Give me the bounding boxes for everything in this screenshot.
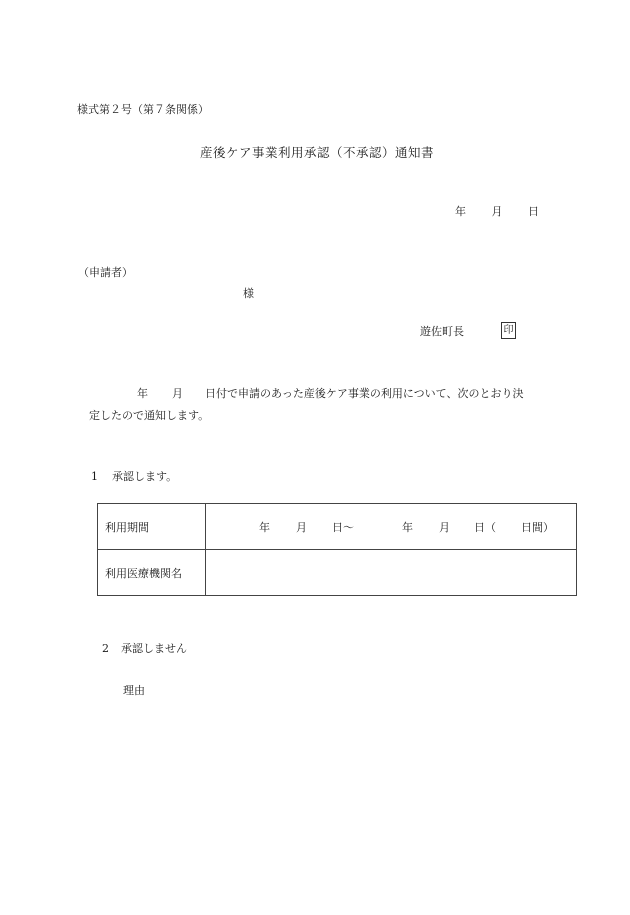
period-label: 利用期間 <box>98 504 206 550</box>
body-text-line-2: 定したので通知します。 <box>89 409 210 422</box>
table-row-period <box>98 504 577 550</box>
body-text-line-1 <box>137 385 523 401</box>
usage-details-table <box>97 503 577 596</box>
reason-label: 理由 <box>123 684 145 697</box>
not-approved-item <box>102 640 187 656</box>
approved-label: 承認します。 <box>112 470 178 483</box>
period-start-month: 月 <box>296 521 307 534</box>
body-month: 月 <box>172 387 183 400</box>
period-days: 日間） <box>521 521 554 534</box>
body-year: 年 <box>137 387 148 400</box>
form-number: 様式第２号（第７条関係） <box>77 103 209 116</box>
period-end-year: 年 <box>402 521 413 534</box>
body-text-rest: 日付で申請のあった産後ケア事業の利用について、次のとおり決 <box>205 387 524 400</box>
not-approved-number: 2 <box>102 642 109 655</box>
approved-item <box>91 468 177 484</box>
institution-value-field[interactable] <box>206 550 577 596</box>
not-approved-label: 承認しません <box>121 642 187 655</box>
date-month: 月 <box>491 205 503 218</box>
document-title: 産後ケア事業利用承認（不承認）通知書 <box>200 145 435 160</box>
applicant-label: （申請者） <box>78 266 133 279</box>
seal-stamp-box: 印 <box>501 322 516 339</box>
institution-label: 利用医療機関名 <box>98 550 206 596</box>
period-end-month: 月 <box>439 521 450 534</box>
period-value-field[interactable] <box>206 504 577 550</box>
issuer-name: 遊佐町長 <box>420 325 464 338</box>
applicant-honorific: 様 <box>243 287 254 300</box>
issue-date <box>455 203 539 219</box>
date-year: 年 <box>455 205 466 218</box>
period-start-year: 年 <box>259 521 270 534</box>
table-row-institution <box>98 550 577 596</box>
approved-number: 1 <box>91 470 98 483</box>
date-day: 日 <box>528 205 539 218</box>
period-end-day: 日（ <box>474 521 496 534</box>
period-start-day: 日〜 <box>332 521 354 534</box>
